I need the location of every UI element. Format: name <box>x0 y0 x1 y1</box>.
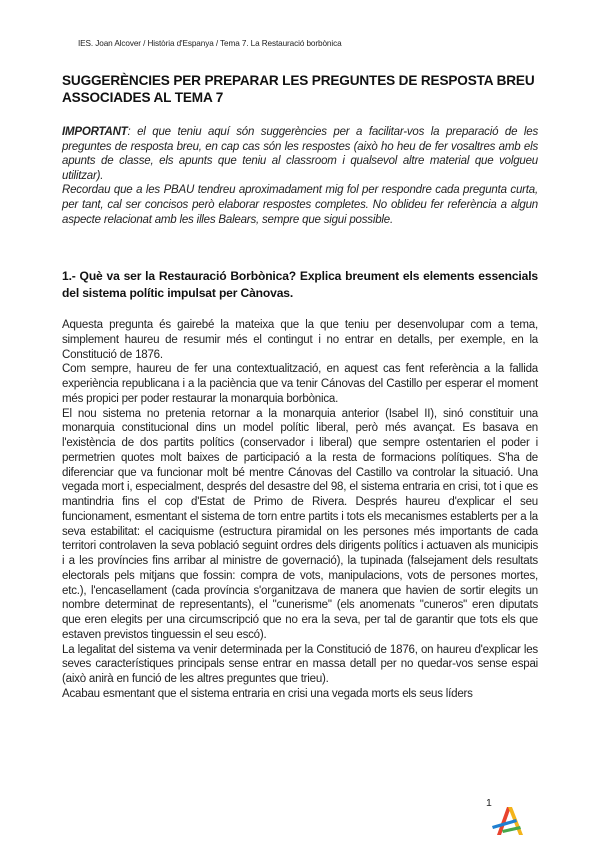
page-number: 1 <box>486 797 492 809</box>
body-paragraph-4: La legalitat del sistema va venir determinada per la Constitució de 1876, on haureu d'explicar les seves característiques principals sense entrar en massa detall per no quedar-vos sense espai (això anirà en funció de les altres preguntes que trieu). <box>62 643 538 685</box>
body-paragraph-3: El nou sistema no pretenia retornar a la monarquia anterior (Isabel II), sinó constituir una monarquia constitucional dins un model polític liberal, però més avançat. Es basava en l'existència de dos partits polítics (conservador i liberal) que sempre ostentarien el poder i permetrien quotes molt baixes de participació a la resta de formacions polítiques. S'ha de diferenciar que va funcionar molt bé mentre Cánovas del Castillo va controlar la situació. Una vegada mort i, especialment, després del desastre del 98, el sistema entraria en crisi, tot i que es mantindria fins el cop d'Estat de Primo de Rivera. Després haureu d'explicar el seu funcionament, esmentant el sistema de torn entre partits i tots els mecanismes establerts per a la seva estabilitat: el caciquisme (estructura piramidal on les persones més importants de cada territori controlaven la seva població seguint ordres dels dirigents polítics i actuaven als municipis i a les províncies fins arribar al ministre de governació), la tupinada (falsejament dels resultats electorals pels mitjans que fossin: compra de vots, manipulacions, vots de persones mortes, etc.), l'encasellament (cada província s'organitzava de manera que havien de sortir elegits un nombre determinat de representants), el "cunerisme" (els anomenats "cuneros" eren diputats que eren elegits per una circumscripció que no era la seva, per tal de garantir que tots els que estaven previstos tinguessin el seu escó). <box>62 407 538 641</box>
body-paragraph-1: Aquesta pregunta és gairebé la mateixa que la que teniu per desenvolupar com a tema, simplement haureu de resumir més el contingut i no entrar en detalls, per exemple, en la Constitució de 1876. <box>62 319 538 361</box>
ies-logo-icon <box>490 806 526 836</box>
body-paragraph-2: Com sempre, haureu de fer una contextualització, en aquest cas fent referència a la fallida experiència republicana i a la paciència que va tenir Cánovas del Castillo per esperar el moment més propici per poder restaurar la monarquia borbònica. <box>62 363 538 405</box>
page-title-line-2: ASSOCIADES AL TEMA 7 <box>62 90 224 105</box>
answer-guidance <box>62 318 538 702</box>
important-note-p1 <box>62 125 538 183</box>
question-heading: 1.- Què va ser la Restauració Borbònica? Explica breument els elements essencials del sistema polític impulsat per Cànovas. <box>62 269 538 300</box>
important-note <box>62 125 538 227</box>
important-note-p2: Recordau que a les PBAU tendreu aproximadament mig fol per respondre cada pregunta curta, per tant, cal ser concisos però elaborar respostes completes. No oblideu fer referència a algun aspecte relacionat amb les illes Balears, sempre que sigui possible. <box>62 184 538 226</box>
body-paragraph-5: Acabau esmentant que el sistema entraria en crisi una vegada morts els seus líders <box>62 687 473 700</box>
important-note-p1-text: : el que teniu aquí són suggerències per a facilitar-vos la preparació de les preguntes de resposta breu, en cap cas són les respostes (això ho heu de fer vosaltres amb els apunts de classe, els apunts que teniu al classroom i qualsevol altre material que volgueu utilitzar). <box>62 126 538 182</box>
page-title <box>62 72 542 106</box>
important-label: IMPORTANT <box>62 126 128 138</box>
page-title-line-1: SUGGERÈNCIES PER PREPARAR LES PREGUNTES DE RESPOSTA BREU <box>62 73 535 88</box>
running-header: IES. Joan Alcover / Història d'Espanya / Tema 7. La Restauració borbònica <box>78 39 342 48</box>
